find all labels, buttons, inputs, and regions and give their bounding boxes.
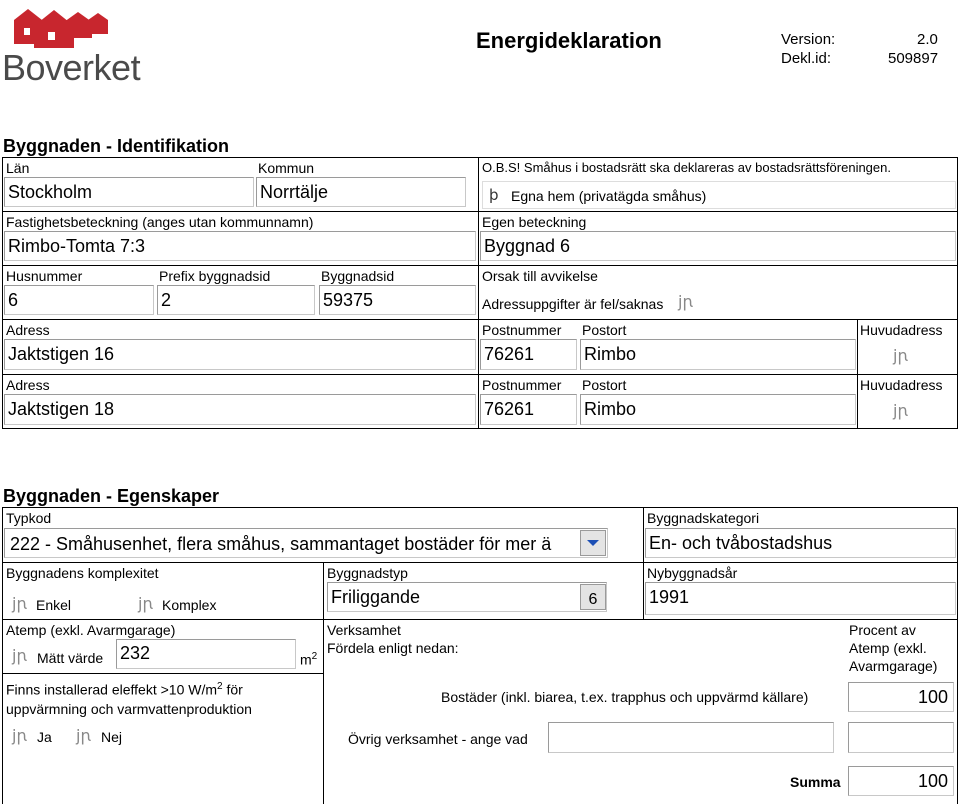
- page-title: Energideklaration: [476, 28, 662, 53]
- matt-varde-field[interactable]: 232: [116, 639, 296, 669]
- ja-label: Ja: [37, 729, 52, 745]
- huvudadress-label-2: Huvudadress: [860, 377, 943, 393]
- byggnadsid-field[interactable]: 59375: [319, 285, 476, 315]
- husnummer-field[interactable]: 6: [4, 285, 154, 315]
- egna-hem-label: Egna hem (privatägda småhus): [511, 188, 707, 204]
- postnummer-field-1[interactable]: 76261: [480, 339, 577, 370]
- typkod-value: 222 - Småhusenhet, flera småhus, sammantaget bostäder för mer ä: [10, 534, 552, 554]
- enkel-label: Enkel: [36, 597, 72, 613]
- kommun-field[interactable]: Norrtälje: [256, 177, 466, 207]
- unit-text: m: [300, 651, 312, 668]
- lan-field[interactable]: Stockholm: [4, 177, 254, 207]
- procent-label-1: Procent av: [849, 622, 916, 638]
- fordela-label: Fördela enligt nedan:: [327, 640, 459, 656]
- fastighet-label: Fastighetsbeteckning (anges utan kommunnamn): [6, 214, 314, 230]
- komplex-radio-icon[interactable]: jꞃ: [138, 594, 153, 613]
- ovrig-percent-field[interactable]: [848, 722, 954, 753]
- postnummer-label-1: Postnummer: [482, 322, 562, 338]
- postort-label-2: Postort: [582, 377, 627, 393]
- boverket-logo: [2, 4, 152, 88]
- huvudadress-radio-2[interactable]: jꞃ: [893, 401, 908, 420]
- obs-note: O.B.S! Småhus i bostadsrätt ska deklareras av bostadsrättsföreningen.: [482, 160, 891, 175]
- orsak-radio-icon[interactable]: jꞃ: [678, 292, 693, 311]
- eleffekt-text-a: Finns installerad eleffekt >10 W/m: [6, 681, 218, 698]
- orsak-label: Orsak till avvikelse: [482, 268, 598, 284]
- postnummer-label-2: Postnummer: [482, 377, 562, 393]
- eleffekt-text-2: uppvärmning och varmvattenproduktion: [6, 700, 252, 717]
- summa-field: 100: [848, 766, 954, 796]
- verksamhet-label: Verksamhet: [327, 622, 401, 638]
- unit-label: [300, 651, 317, 668]
- nej-radio-icon[interactable]: jꞃ: [76, 726, 91, 745]
- huvudadress-label-1: Huvudadress: [860, 322, 943, 338]
- postort-field-2[interactable]: Rimbo: [580, 394, 856, 425]
- adress-field-2[interactable]: Jaktstigen 18: [4, 394, 476, 425]
- postnummer-field-2[interactable]: 76261: [480, 394, 577, 425]
- husnummer-label: Husnummer: [6, 268, 83, 284]
- section-title-identifikation: Byggnaden - Identifikation: [3, 136, 230, 156]
- eleffekt-question: [6, 677, 252, 719]
- byggnadstyp-label: Byggnadstyp: [327, 565, 408, 581]
- adress-label-1: Adress: [6, 322, 50, 338]
- procent-label-2: Atemp (exkl.: [849, 640, 927, 656]
- postort-field-1[interactable]: Rimbo: [580, 339, 856, 370]
- huvudadress-radio-1[interactable]: jꞃ: [893, 346, 908, 365]
- eleffekt-text-b: för: [222, 681, 243, 698]
- summa-label: Summa: [790, 774, 841, 790]
- nybyggnadsar-field[interactable]: 1991: [645, 582, 956, 615]
- atemp-label: Atemp (exkl. Avarmgarage): [6, 622, 176, 638]
- enkel-radio-icon[interactable]: jꞃ: [12, 594, 27, 613]
- adress-label-2: Adress: [6, 377, 50, 393]
- postort-label-1: Postort: [582, 322, 627, 338]
- prefix-label: Prefix byggnadsid: [159, 268, 271, 284]
- egen-beteckning-field[interactable]: Byggnad 6: [480, 231, 956, 261]
- chevron-down-icon: [581, 531, 605, 555]
- bostader-label: Bostäder (inkl. biarea, t.ex. trapphus och uppvärmd källare): [441, 689, 809, 705]
- egen-beteckning-label: Egen beteckning: [482, 214, 587, 230]
- egna-hem-checkbox[interactable]: þ: [489, 186, 499, 204]
- procent-label-3: Avarmgarage): [849, 658, 938, 674]
- section-title-egenskaper: Byggnaden - Egenskaper: [3, 486, 220, 506]
- fastighet-field[interactable]: Rimbo-Tomta 7:3: [4, 231, 476, 261]
- nej-label: Nej: [101, 729, 123, 745]
- ovrig-verksamhet-field[interactable]: [548, 722, 834, 753]
- komplex-label: Komplex: [162, 597, 217, 613]
- byggnadstyp-button-label: 6: [588, 591, 598, 608]
- orsak-option-label: Adressuppgifter är fel/saknas: [482, 296, 664, 312]
- typkod-select[interactable]: [4, 528, 608, 558]
- prefix-field[interactable]: 2: [157, 285, 315, 315]
- byggnadskategori-label: Byggnadskategori: [647, 510, 760, 526]
- typkod-dropdown-button[interactable]: [580, 530, 606, 556]
- nybyggnadsar-label: Nybyggnadsår: [647, 565, 738, 581]
- egna-hem-row: [482, 181, 956, 209]
- komplexitet-label: Byggnadens komplexitet: [6, 565, 159, 581]
- kommun-label: Kommun: [258, 160, 315, 176]
- dekl-value: 509897: [888, 50, 939, 67]
- byggnadskategori-field[interactable]: En- och tvåbostadshus: [645, 528, 956, 558]
- unit-sup: 2: [311, 651, 318, 662]
- byggnadstyp-dropdown-button[interactable]: [580, 584, 606, 610]
- matt-varde-label: Mätt värde: [37, 650, 104, 666]
- version-label: Version:: [781, 31, 836, 48]
- ovrig-verksamhet-label: Övrig verksamhet - ange vad: [348, 731, 528, 747]
- byggnadstyp-select[interactable]: Friliggande: [327, 582, 607, 612]
- dekl-label: Dekl.id:: [781, 50, 832, 67]
- byggnadsid-label: Byggnadsid: [321, 268, 395, 284]
- brand-name: Boverket: [2, 47, 141, 88]
- eleffekt-sup: 2: [217, 681, 223, 692]
- typkod-label: Typkod: [6, 510, 52, 526]
- matt-varde-radio-icon[interactable]: jꞃ: [12, 646, 27, 665]
- ja-radio-icon[interactable]: jꞃ: [12, 726, 27, 745]
- lan-label: Län: [6, 160, 30, 176]
- adress-field-1[interactable]: Jaktstigen 16: [4, 339, 476, 370]
- version-value: 2.0: [917, 31, 938, 48]
- bostader-percent-field[interactable]: 100: [848, 682, 954, 712]
